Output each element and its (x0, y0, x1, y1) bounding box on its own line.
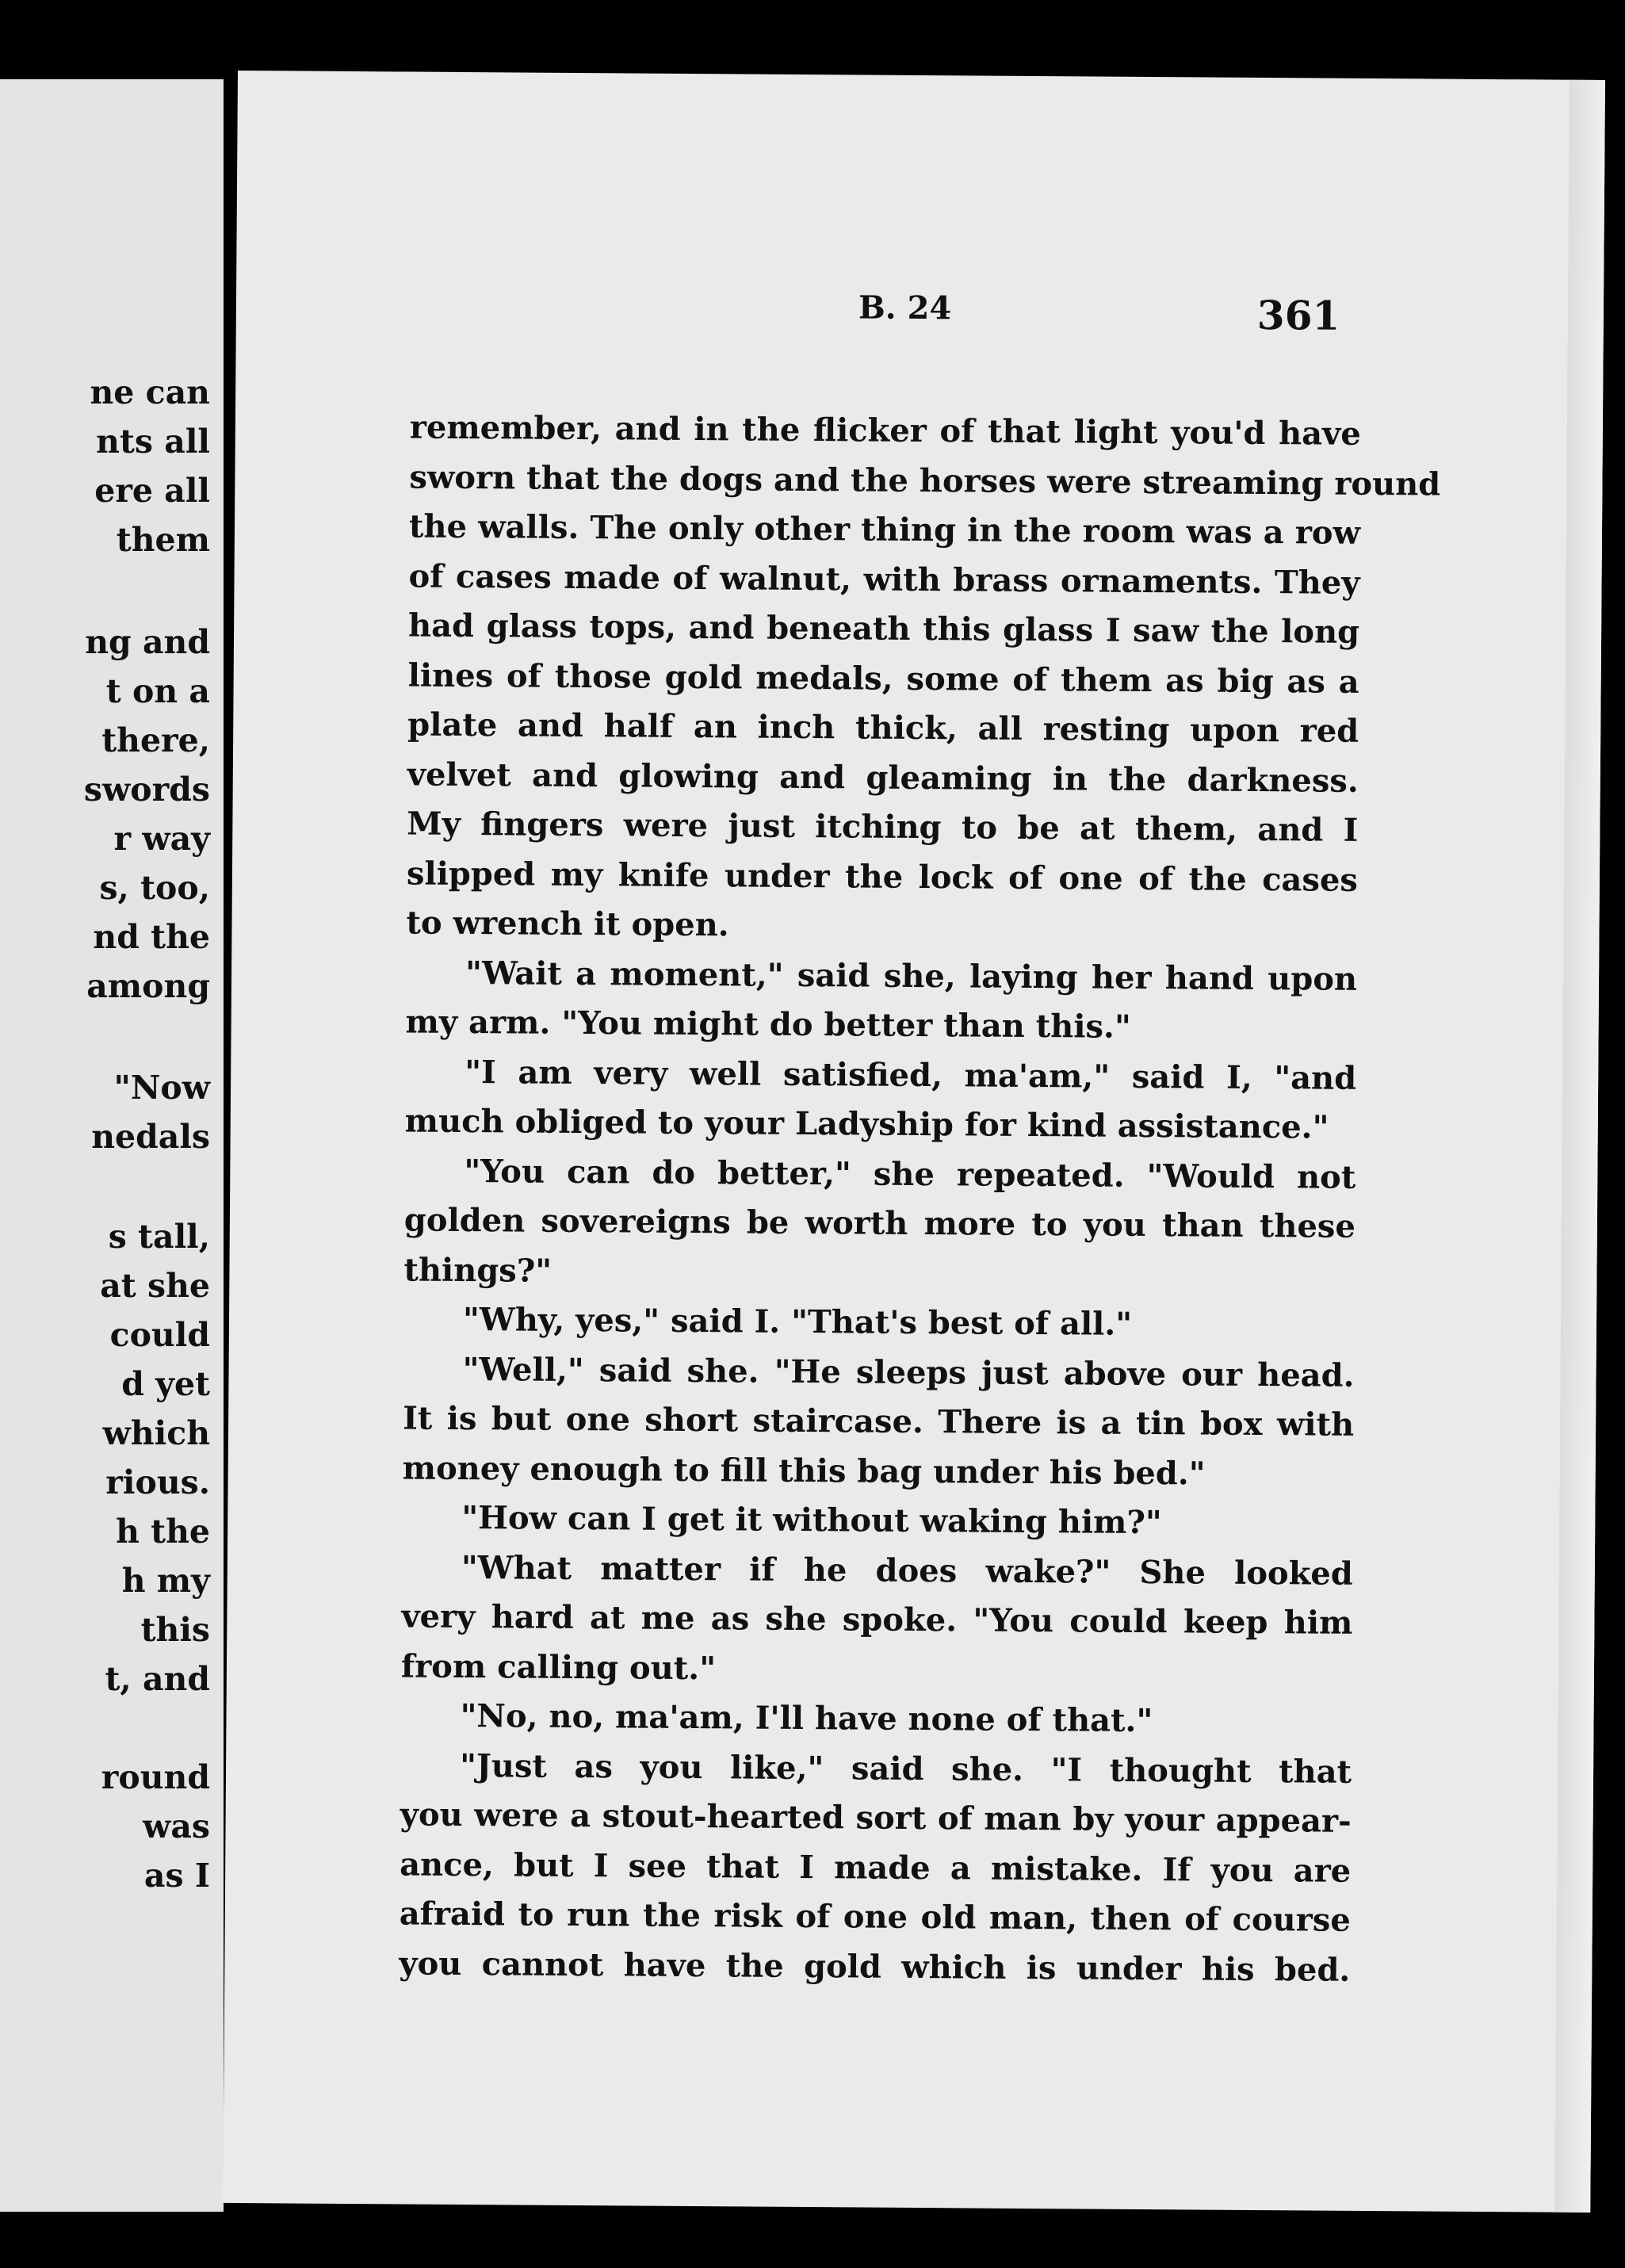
text-line: My fingers were just itching to be at them, and I (407, 805, 1359, 849)
text-line: to wrench it open. (406, 904, 729, 944)
text-line: afraid to run the risk of one old man, then of course (399, 1895, 1351, 1939)
left-page-line: r way (113, 820, 210, 858)
left-page-line: s tall, (108, 1218, 210, 1256)
left-page-line: among (86, 967, 210, 1005)
text-line: "What matter if he does wake?" She looked (461, 1548, 1353, 1593)
left-page-line: rious. (105, 1463, 210, 1501)
text-line: "No, no, ma'am, I'll have none of that." (460, 1696, 1153, 1740)
page-edge (1554, 80, 1605, 2213)
signature-mark: B. 24 (858, 289, 952, 327)
text-line: slipped my knife under the lock of one of the cases (406, 854, 1359, 899)
left-page-line: swords (83, 771, 210, 809)
text-line: "I am very well satisfied, ma'am," said I, "and (465, 1053, 1357, 1097)
text-line: sworn that the dogs and the horses were streaming round (409, 458, 1441, 503)
body-text (399, 403, 1441, 1995)
left-page-line: them (116, 521, 210, 559)
text-line: "Why, yes," said I. "That's best of all." (462, 1301, 1133, 1343)
running-header (236, 285, 1604, 339)
text-line: had glass tops, and beneath this glass I saw the long (407, 606, 1360, 651)
text-line: golden sovereigns be worth more to you than these (403, 1201, 1356, 1245)
text-line: plate and half an inch thick, all resting upon red (407, 706, 1359, 750)
text-line: the walls. The only other thing in the room was a row (408, 507, 1361, 552)
text-line: much obliged to your Ladyship for kind assistance." (404, 1102, 1329, 1146)
left-page-line: ere all (94, 472, 210, 510)
text-line: velvet and glowing and gleaming in the darkness. (407, 755, 1359, 800)
left-page-line: which (102, 1414, 210, 1452)
left-page-line: as I (143, 1857, 210, 1895)
text-line: from calling out." (400, 1646, 717, 1687)
left-page-line: h my (121, 1562, 210, 1600)
left-page-fragment (0, 79, 226, 2212)
text-line: ance, but I see that I made a mistake. If you are (400, 1845, 1352, 1890)
left-page-line: h the (116, 1513, 210, 1551)
left-page-line: "Now (113, 1069, 210, 1107)
text-line: my arm. "You might do better than this." (405, 1003, 1131, 1046)
text-line: you cannot have the gold which is under his bed. (399, 1944, 1351, 1989)
left-page-line: at she (100, 1267, 210, 1305)
left-page-line: this (140, 1611, 210, 1649)
left-page-line: ng and (85, 623, 210, 661)
text-line: money enough to fill this bag under his bed." (402, 1448, 1206, 1493)
left-page-line: there, (101, 721, 210, 759)
text-line: you were a stout-hearted sort of man by your appear- (400, 1796, 1352, 1840)
left-page-line: was (143, 1807, 210, 1845)
text-line: remember, and in the flicker of that light you'd have (409, 408, 1362, 453)
text-line: lines of those gold medals, some of them as big as a (407, 656, 1359, 701)
text-line: "Just as you like," said she. "I thought that (459, 1746, 1352, 1791)
text-line: of cases made of walnut, with brass ornaments. They (408, 556, 1360, 602)
text-line: things?" (403, 1250, 552, 1290)
left-page-line: ne can (90, 373, 210, 411)
right-page (223, 71, 1605, 2213)
text-line: It is but one short staircase. There is a tin box with (402, 1399, 1355, 1444)
left-page-line: nts all (96, 423, 210, 461)
text-line: "Wait a moment," said she, laying her hand upon (465, 954, 1358, 998)
text-line: "How can I get it without waking him?" (461, 1498, 1162, 1542)
left-page-line: t, and (105, 1660, 210, 1698)
left-page-line: nd the (93, 918, 210, 956)
text-line: "Well," said she. "He sleeps just above our head. (462, 1350, 1355, 1394)
left-page-line: d yet (121, 1365, 210, 1403)
left-page-line: round (101, 1758, 210, 1796)
text-line: very hard at me as she spoke. "You could keep him (401, 1597, 1353, 1642)
text-line: "You can do better," she repeated. "Would not (464, 1152, 1356, 1196)
left-page-line: t on a (105, 672, 210, 710)
left-page-line: could (109, 1316, 210, 1354)
page-number: 361 (1256, 291, 1340, 339)
left-page-line: nedals (91, 1118, 210, 1156)
left-page-line: s, too, (99, 869, 210, 907)
